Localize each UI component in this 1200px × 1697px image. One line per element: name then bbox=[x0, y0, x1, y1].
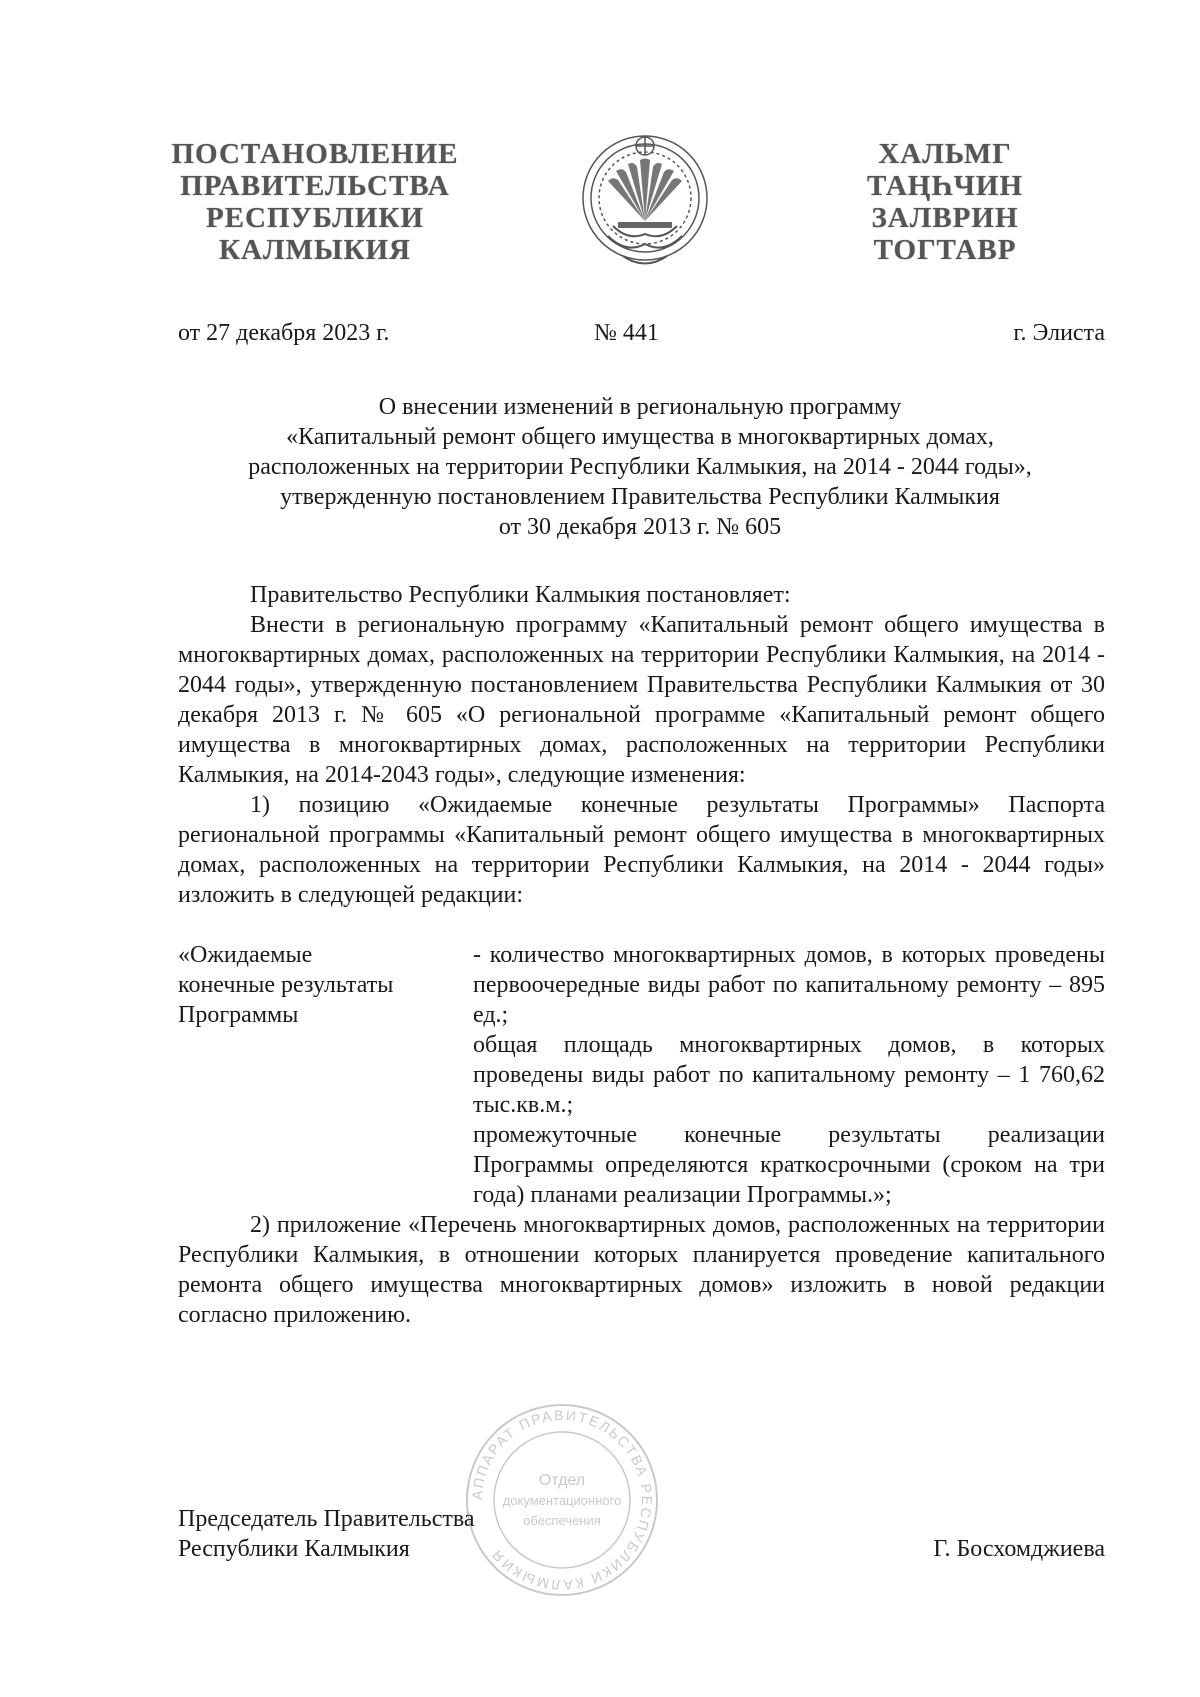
passport-table bbox=[178, 940, 1105, 1210]
item-2-paragraph: 2) приложение «Перечень многоквартирных домов, расположенных на территории Республики Калмыкия, в отношении которых планируется проведение капитального ремонта общего имущества многоквартирных домов» изложить в новой редакции согласно приложению. bbox=[178, 1212, 1105, 1328]
document-city: г. Элиста bbox=[1013, 320, 1105, 346]
document-number: № 441 bbox=[594, 320, 659, 346]
header-left-line: РЕСПУБЛИКИ bbox=[205, 202, 425, 234]
main-paragraph: Внести в региональную программу «Капитальный ремонт общего имущества в многоквартирных домах, расположенных на территории Республики Калмыкия, на 2014 - 2044 годы», утвержденную постановлением Правительства Республики Калмыкия от 30 декабря 2013 г. № 605 «О региональной программе «Капитальный ремонт общего имущества в многоквартирных домах, расположенных на территории Республики Калмыкия, на 2014-2043 годы», следующие изменения: bbox=[178, 612, 1105, 788]
header-right-line: ХАЛЬМГ bbox=[878, 138, 1012, 170]
title-line: О внесении изменений в региональную программу bbox=[378, 394, 902, 420]
position-line: Председатель Правительства bbox=[178, 1506, 475, 1532]
stamp-inner-line: обеспечения bbox=[523, 1513, 601, 1528]
header-left-line: ПОСТАНОВЛЕНИЕ bbox=[171, 138, 459, 170]
signatory-name: Г. Босхомджиева bbox=[933, 1536, 1105, 1562]
value-item: общая площадь многоквартирных домов, в которых проведены виды работ по капитальному ремонту – 1 760,62 тыс.кв.м.; bbox=[473, 1032, 1105, 1118]
stamp-inner-line: Отдел bbox=[538, 1472, 586, 1489]
header-kalmyk-title bbox=[850, 138, 1040, 266]
title-line: от 30 декабря 2013 г. № 605 bbox=[498, 514, 782, 540]
label-line: Программы bbox=[178, 1002, 299, 1028]
header-left-line: КАЛМЫКИЯ bbox=[219, 234, 411, 266]
value-item: промежуточные конечные результаты реализации Программы определяются краткосрочными (сроком на три года) планами реализации Программы.»; bbox=[473, 1122, 1105, 1208]
item-1-paragraph: 1) позицию «Ожидаемые конечные результаты Программы» Паспорта региональной программы «Капитальный ремонт общего имущества в многоквартирных домах, расположенных на территории Республики Калмыкия, на 2014 - 2044 годы» изложить в следующей редакции: bbox=[178, 792, 1105, 908]
header-russian-title bbox=[170, 138, 460, 266]
position-line: Республики Калмыкия bbox=[178, 1536, 410, 1562]
passport-table-values bbox=[473, 940, 1105, 1210]
kalmykia-emblem-icon bbox=[578, 126, 712, 276]
title-line: расположенных на территории Республики Калмыкия, на 2014 - 2044 годы», bbox=[248, 454, 1032, 480]
stamp-seal bbox=[462, 1400, 662, 1600]
header-left-line: ПРАВИТЕЛЬСТВА bbox=[180, 170, 450, 202]
label-line: конечные результаты bbox=[178, 972, 394, 998]
document-body bbox=[178, 580, 1105, 1330]
label-line: «Ожидаемые bbox=[178, 942, 313, 968]
stamp-outer-text: АППАРАТ ПРАВИТЕЛЬСТВА РЕСПУБЛИКИ КАЛМЫКИЯ bbox=[468, 1406, 656, 1594]
passport-table-label bbox=[178, 940, 473, 1210]
stamp-inner-line: документационного bbox=[502, 1493, 622, 1508]
document-header bbox=[0, 0, 1200, 300]
value-item: - количество многоквартирных домов, в которых проведены первоочередные виды работ по капитальному ремонту – 895 ед.; bbox=[473, 942, 1105, 1028]
header-right-line: ТОГТАВР bbox=[873, 234, 1017, 266]
document-date: от 27 декабря 2023 г. bbox=[178, 320, 390, 346]
document-title bbox=[160, 392, 1120, 542]
header-right-line: ТАҢҺЧИН bbox=[866, 170, 1024, 202]
title-line: утвержденную постановлением Правительства Республики Калмыкия bbox=[280, 484, 1000, 510]
intro-paragraph: Правительство Республики Калмыкия постановляет: bbox=[250, 582, 791, 608]
title-line: «Капитальный ремонт общего имущества в многоквартирных домах, bbox=[286, 424, 994, 450]
header-right-line: ЗАЛВРИН bbox=[871, 202, 1019, 234]
signature-block bbox=[178, 1504, 1105, 1564]
